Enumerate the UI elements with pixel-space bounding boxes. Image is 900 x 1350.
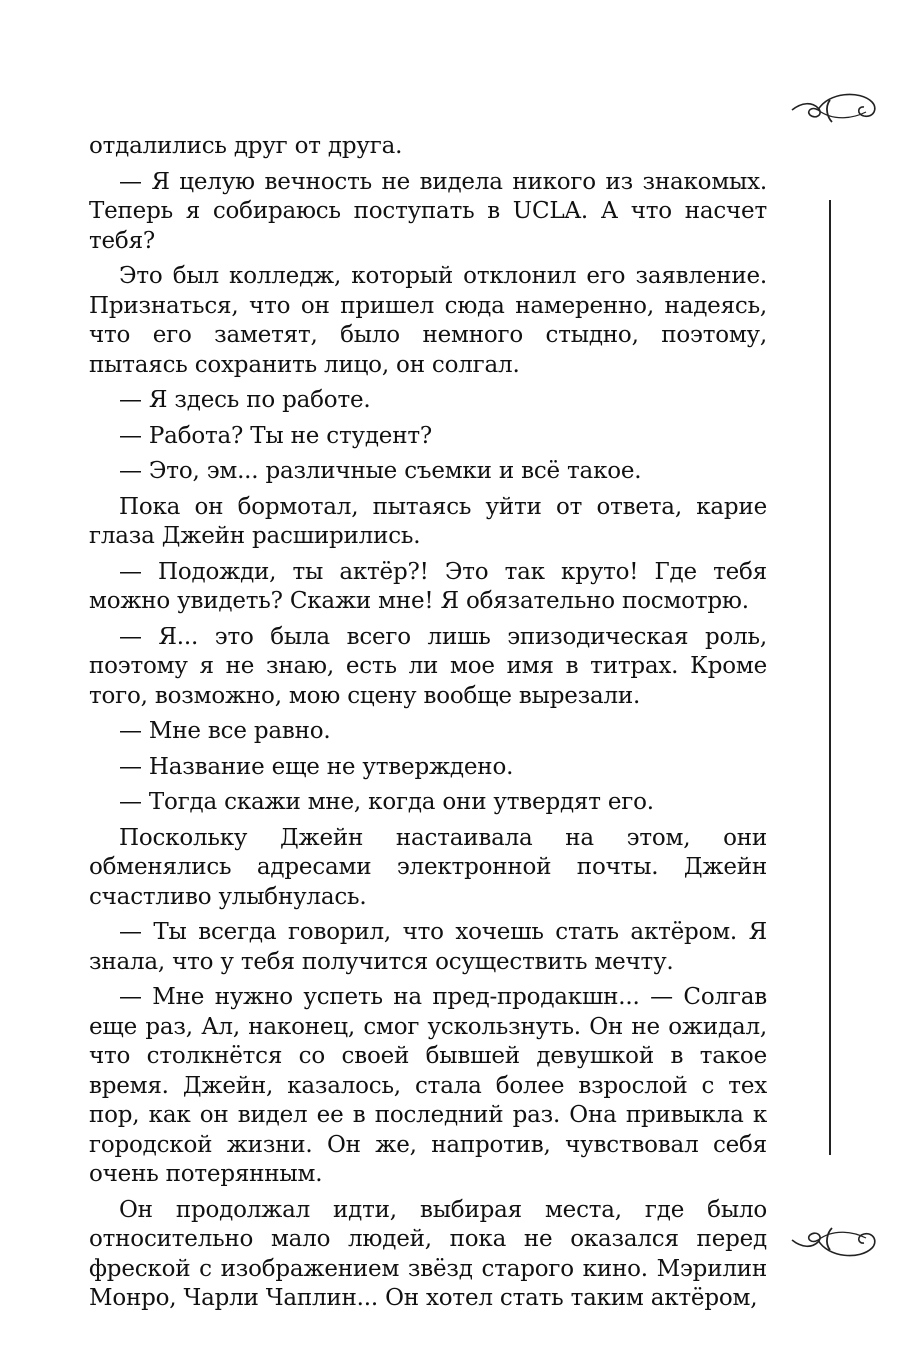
paragraph: отдалились друг от друга. — [89, 133, 403, 159]
bottom-flourish-ornament — [788, 1222, 880, 1262]
dialogue-paragraph: — Я здесь по работе. — [119, 387, 371, 413]
dialogue-paragraph: — Тогда скажи мне, когда они утвердят его. — [119, 789, 654, 815]
book-page-text — [89, 132, 767, 1320]
paragraph: Он продолжал идти, выбирая места, где было относительно мало людей, пока не оказался перед фреской с изображением звёзд старого кино. Мэрилин Монро, Чарли Чаплин... Он хотел стать таким актёром, — [89, 1196, 767, 1311]
dialogue-paragraph: — Это, эм... различные съемки и всё такое. — [119, 458, 642, 484]
dialogue-paragraph: — Ты всегда говорил, что хочешь стать актёром. Я знала, что у тебя получится осуществить мечту. — [89, 919, 767, 975]
paragraph: Пока он бормотал, пытаясь уйти от ответа, карие глаза Джейн расширились. — [89, 493, 767, 549]
dialogue-paragraph: — Я целую вечность не видела никого из знакомых. Теперь я собираюсь поступать в UCLA. А что насчет тебя? — [89, 168, 767, 254]
dialogue-paragraph: — Подожди, ты актёр?! Это так круто! Где тебя можно увидеть? Скажи мне! Я обязательно посмотрю. — [89, 558, 767, 614]
paragraph: Поскольку Джейн настаивала на этом, они обменялись адресами электронной почты. Джейн счастливо улыбнулась. — [89, 824, 767, 910]
dialogue-paragraph: — Работа? Ты не студент? — [119, 422, 432, 449]
top-flourish-ornament — [788, 88, 880, 128]
paragraph: Это был колледж, который отклонил его заявление. Признаться, что он пришел сюда намеренно, надеясь, что его заметят, было немного стыдно, поэтому, пытаясь сохранить лицо, он солгал. — [89, 263, 767, 378]
dialogue-paragraph: — Название еще не утверждено. — [119, 753, 514, 780]
vertical-rule — [829, 200, 831, 1155]
dialogue-paragraph: — Мне нужно успеть на пред-продакшн... — Солгав еще раз, Ал, наконец, смог ускользнуть. Он не ожидал, что столкнётся со своей бывшей девушкой в такое время. Джейн, казалось, стала более взрослой с тех пор, как он видел ее в последний раз. Она привыкла к городской жизни. Он же, напротив, чувствовал себя очень потерянным. — [89, 984, 767, 1187]
dialogue-paragraph: — Мне все равно. — [119, 718, 331, 744]
dialogue-paragraph: — Я... это была всего лишь эпизодическая роль, поэтому я не знаю, есть ли мое имя в титрах. Кроме того, возможно, мою сцену вообще вырезали. — [89, 623, 767, 709]
